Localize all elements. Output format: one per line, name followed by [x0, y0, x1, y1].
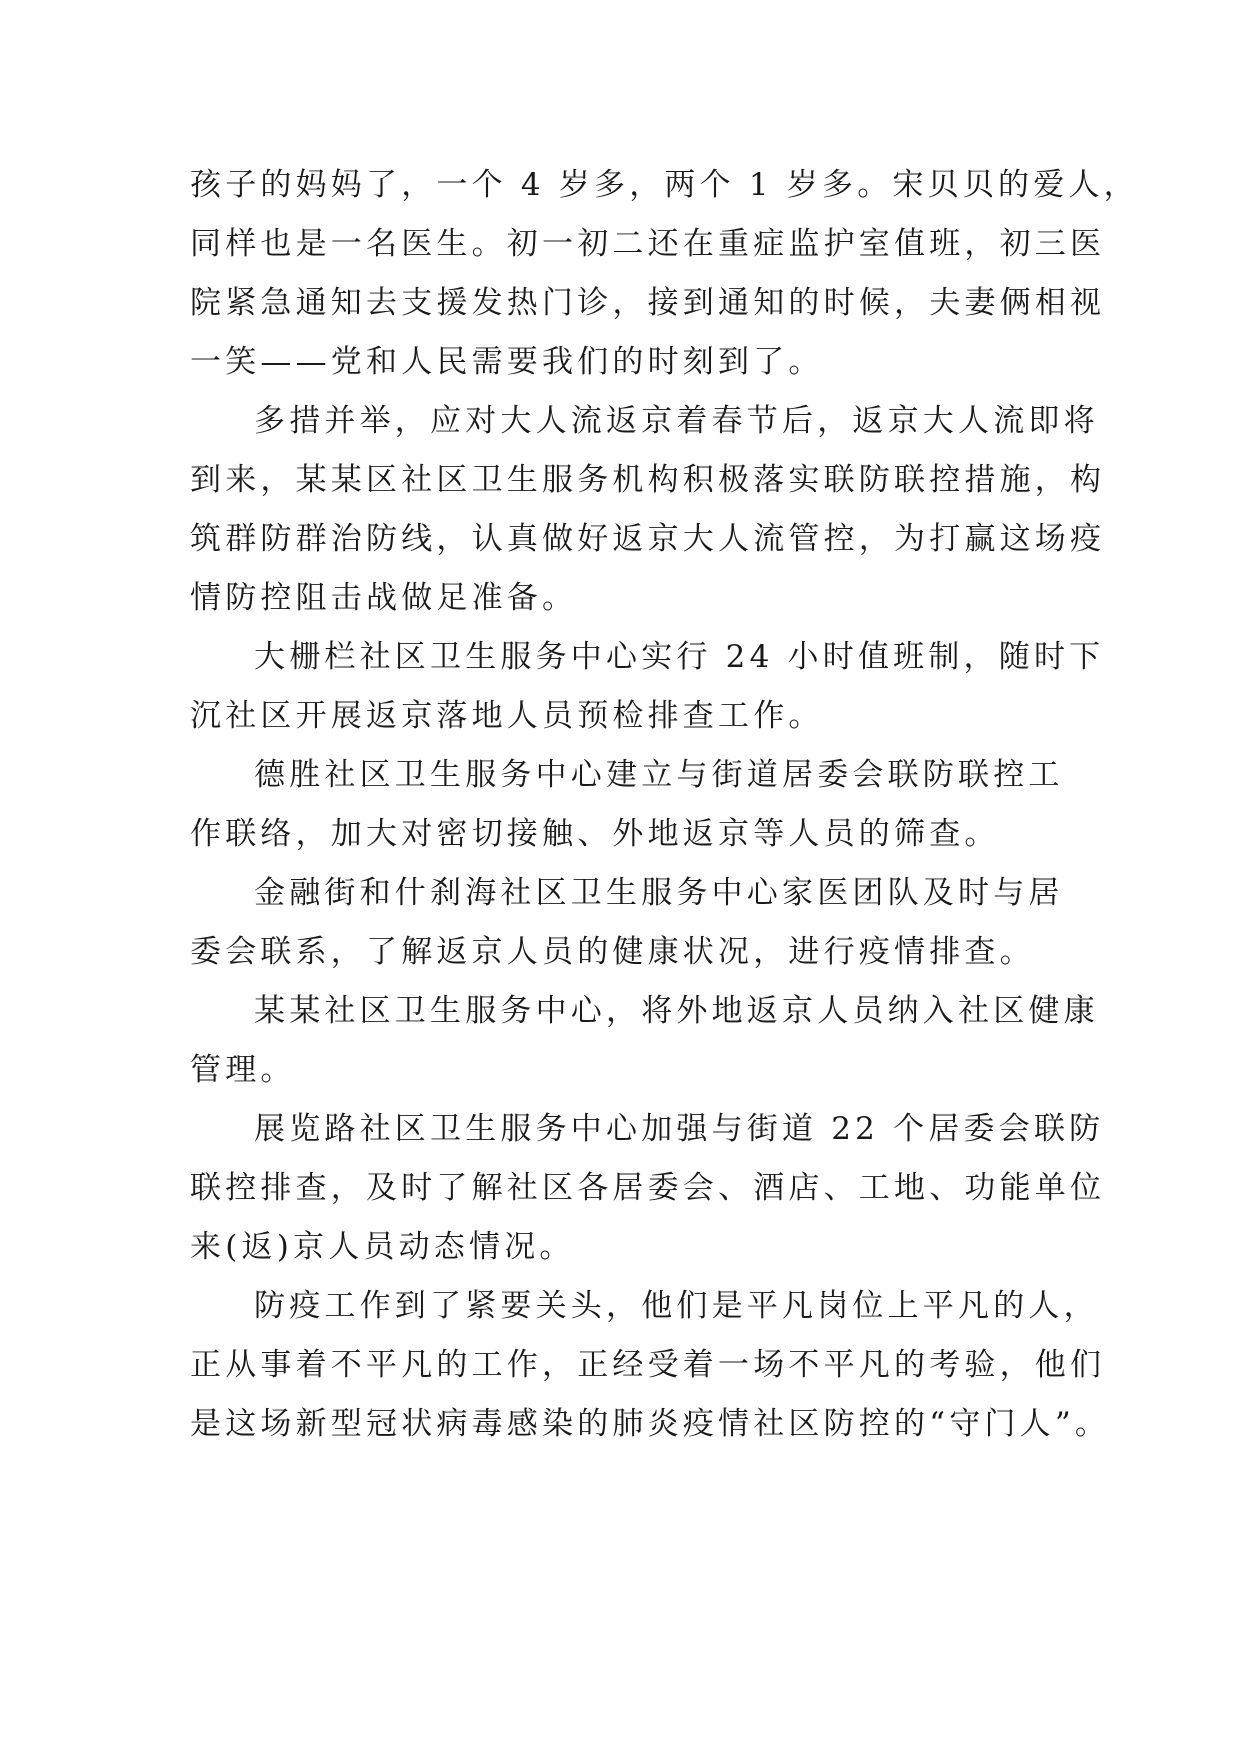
- text-line: 联控排查，及时了解社区各居委会、酒店、工地、功能单位: [190, 1170, 1106, 1206]
- text-line: 同样也是一名医生。初一初二还在重症监护室值班，初三医: [190, 226, 1106, 262]
- paragraph-first-line: 德胜社区卫生服务中心建立与街道居委会联防联控工: [254, 757, 1064, 793]
- paragraph-first-line: 大栅栏社区卫生服务中心实行 24 小时值班制，随时下: [254, 639, 1105, 675]
- text-line: 委会联系，了解返京人员的健康状况，进行疫情排查。: [190, 934, 1035, 970]
- text-line: 正从事着不平凡的工作，正经受着一场不平凡的考验，他们: [190, 1347, 1106, 1383]
- text-line: 作联络，加大对密切接触、外地返京等人员的筛查。: [190, 816, 1000, 852]
- paragraph-first-line: 金融街和什刹海社区卫生服务中心家医团队及时与居: [254, 875, 1064, 911]
- document-body: [190, 156, 1139, 1454]
- text-line: 是这场新型冠状病毒感染的肺炎疫情社区防控的“守门人”。: [190, 1406, 1111, 1442]
- text-line: 来(返)京人员动态情况。: [190, 1229, 575, 1265]
- paragraph-first-line: 多措并举，应对大人流返京着春节后，返京大人流即将: [254, 403, 1099, 439]
- paragraph-first-line: 防疫工作到了紧要关头，他们是平凡岗位上平凡的人，: [254, 1288, 1099, 1324]
- text-line: 筑群防群治防线，认真做好返京大人流管控，为打赢这场疫: [190, 521, 1106, 557]
- text-line: 沉社区开展返京落地人员预检排查工作。: [190, 698, 824, 734]
- text-line: 情防控阻击战做足准备。: [190, 580, 578, 616]
- paragraph-first-line: 某某社区卫生服务中心，将外地返京人员纳入社区健康: [254, 993, 1099, 1029]
- text-line: 孩子的妈妈了，一个 4 岁多，两个 1 岁多。宋贝贝的爱人，: [190, 167, 1139, 203]
- text-line: 一笑——党和人民需要我们的时刻到了。: [190, 344, 824, 380]
- text-line: 管理。: [190, 1052, 296, 1088]
- text-line: 到来，某某区社区卫生服务机构积极落实联防联控措施，构: [190, 462, 1106, 498]
- paragraph-first-line: 展览路社区卫生服务中心加强与街道 22 个居委会联防: [254, 1111, 1105, 1147]
- text-line: 院紧急通知去支援发热门诊，接到通知的时候，夫妻俩相视: [190, 285, 1106, 321]
